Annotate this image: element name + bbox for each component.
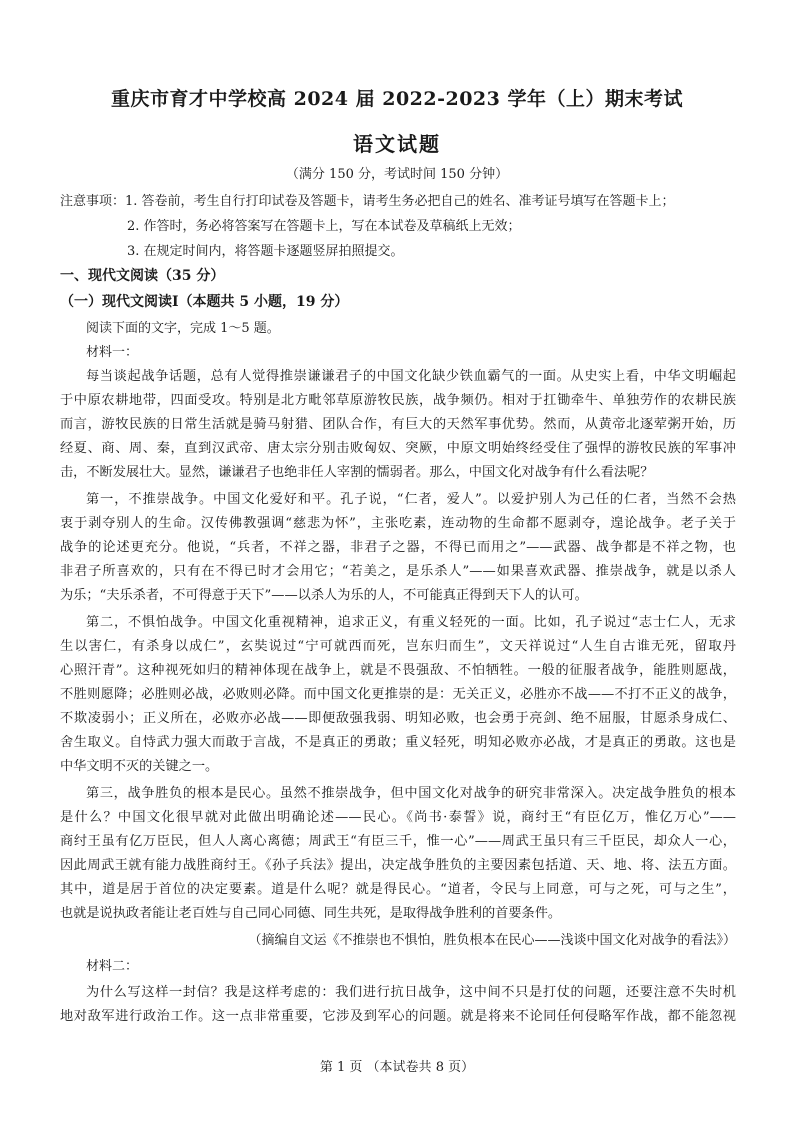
- paragraph-line: 击，不断发展壮大。显然，谦谦君子也绝非任人宰割的懦弱者。那么，中国文化对战争有什么看法呢？: [60, 465, 654, 480]
- paragraph-line: 第二，不惧怕战争。中国文化重视精神，追求正义，有重义轻死的一面。比如，孔子说过“志士仁人，无求: [86, 615, 736, 630]
- paragraph-line: 也就是说执政者能让老百姓与自己同心同德、同生共死，是取得战争胜利的首要条件。: [60, 906, 562, 921]
- paragraph-line: 第一，不推崇战争。中国文化爱好和平。孔子说，“仁者，爱人”。以爱护别人为己任的仁者，当然不会热: [86, 492, 736, 507]
- paragraph-line: 不胜则愿降；必胜则必战，必败则必降。而中国文化更推崇的是：无关正义，必胜亦不战——不打不正义的战争，: [60, 687, 736, 702]
- paragraph-line: 为乐；“夫乐杀者，不可得意于天下”——以杀人为乐的人，不可能真正得到天下人的认可。: [60, 588, 588, 603]
- paragraph-line: 生以害仁，有杀身以成仁”，玄奘说过“宁可就西而死，岂东归而生”，文天祥说过“人生自古谁无死，留取丹: [60, 639, 736, 654]
- paragraph-line: 商纣王虽有亿万臣民，但人人离心离德；周武王“有臣三千，惟一心”——周武王虽只有三千臣民，却众人一心，: [60, 834, 736, 849]
- page-footer: 第 1 页 （本试卷共 8 页）: [319, 1060, 475, 1075]
- material-two-label: 材料二：: [86, 959, 139, 974]
- paragraph-line: 地对敌军进行政治工作。这一点非常重要，它涉及到军心的问题。就是将来不论同任何侵略军作战，都不能忽视: [60, 1009, 736, 1024]
- paragraph-line: 心照汗青”。这种视死如归的精神体现在战争上，就是不畏强敌、不怕牺牲。一般的征服者战争，能胜则愿战，: [60, 663, 736, 678]
- paragraph-line: 每当谈起战争话题，总有人觉得推崇谦谦君子的中国文化缺少铁血霸气的一面。从史实上看，中华文明崛起: [86, 369, 736, 384]
- paragraph-line: 战争的论述更充分。他说，“兵者，不祥之器，非君子之器，不得已而用之”——武器、战争都是不祥之物，也: [60, 540, 736, 555]
- paragraph-line: 非君子所喜欢的，只有在不得已时才会用它；“若美之，是乐杀人”——如果喜欢武器、推崇战争，就是以杀人: [60, 564, 736, 579]
- material-one-label: 材料一：: [86, 345, 139, 360]
- notice-line-1: 注意事项：1. 答卷前，考生自行打印试卷及答题卡，请考生务必把自己的姓名、准考证号填写在答题卡上；: [60, 194, 675, 209]
- paragraph-line: 是什么？中国文化很早就对此做出明确论述——民心。《尚书·泰誓》说，商纣王“有臣亿万，惟亿万心”——: [60, 810, 736, 825]
- paragraph-line: 第三，战争胜负的根本是民心。虽然不推崇战争，但中国文化对战争的研究非常深入。决定战争胜负的根本: [86, 786, 736, 801]
- notice-line-2: 2. 作答时，务必将答案写在答题卡上，写在本试卷及草稿纸上无效；: [127, 219, 521, 234]
- source-citation: （摘编自文运《不推崇也不惧怕，胜负根本在民心——浅谈中国文化对战争的看法》）: [248, 933, 736, 948]
- exam-note: （满分 150 分，考试时间 150 分钟）: [285, 167, 509, 182]
- paragraph-line: 为什么写这样一封信？我是这样考虑的：我们进行抗日战争，这中间不只是打仗的问题，还要注意不失时机: [86, 985, 736, 1000]
- section-heading: 一、现代文阅读（35 分）: [60, 268, 225, 284]
- notice-line-3: 3. 在规定时间内，将答题卡逐题竖屏拍照提交。: [127, 244, 404, 259]
- subject-title: 语文试题: [353, 132, 441, 156]
- paragraph-line: 其中，道是居于首位的决定要素。道是什么呢？就是得民心。“道者，令民与上同意，可与之死，可与之生”，: [60, 882, 736, 897]
- paragraph-line: 舍生取义。自恃武力强大而敢于言战，不是真正的勇敢；重义轻死，明知必败亦必战，才是真正的勇敢。这也是: [60, 735, 736, 750]
- subsection-heading: （一）现代文阅读I（本题共 5 小题，19 分）: [60, 294, 349, 310]
- paragraph-line: 经夏、商、周、秦，直到汉武帝、唐太宗分别击败匈奴、突厥，中原文明始终经受住了强悍的游牧民族的军事冲: [60, 441, 736, 456]
- paragraph-line: 因此周武王就有能力战胜商纣王。《孙子兵法》提出，决定战争胜负的主要因素包括道、天、地、将、法五方面。: [60, 858, 736, 873]
- paragraph-line: 而言，游牧民族的日常生活就是骑马射猎、团队合作，有巨大的天然军事优势。然而，从黄帝北逐荤粥开始，历: [60, 417, 736, 432]
- paragraph-line: 于中原农耕地带，四面受攻。特别是北方毗邻草原游牧民族，战争频仍。相对于扛锄牵牛、单独劳作的农耕民族: [60, 393, 736, 408]
- reading-instruction: 阅读下面的文字，完成 1～5 题。: [86, 321, 280, 336]
- exam-title: 重庆市育才中学校高 2024 届 2022-2023 学年（上）期末考试: [111, 88, 683, 110]
- paragraph-line: 中华文明不灭的关键之一。: [60, 759, 219, 774]
- paragraph-line: 不欺凌弱小；正义所在，必败亦必战——即便敌强我弱、明知必败，也会勇于亮剑、绝不屈服，甘愿杀身成仁、: [60, 711, 736, 726]
- paragraph-line: 衷于剥夺别人的生命。汉传佛教强调“慈悲为怀”，主张吃素，连动物的生命都不愿剥夺，遑论战争。老子关于: [60, 516, 736, 531]
